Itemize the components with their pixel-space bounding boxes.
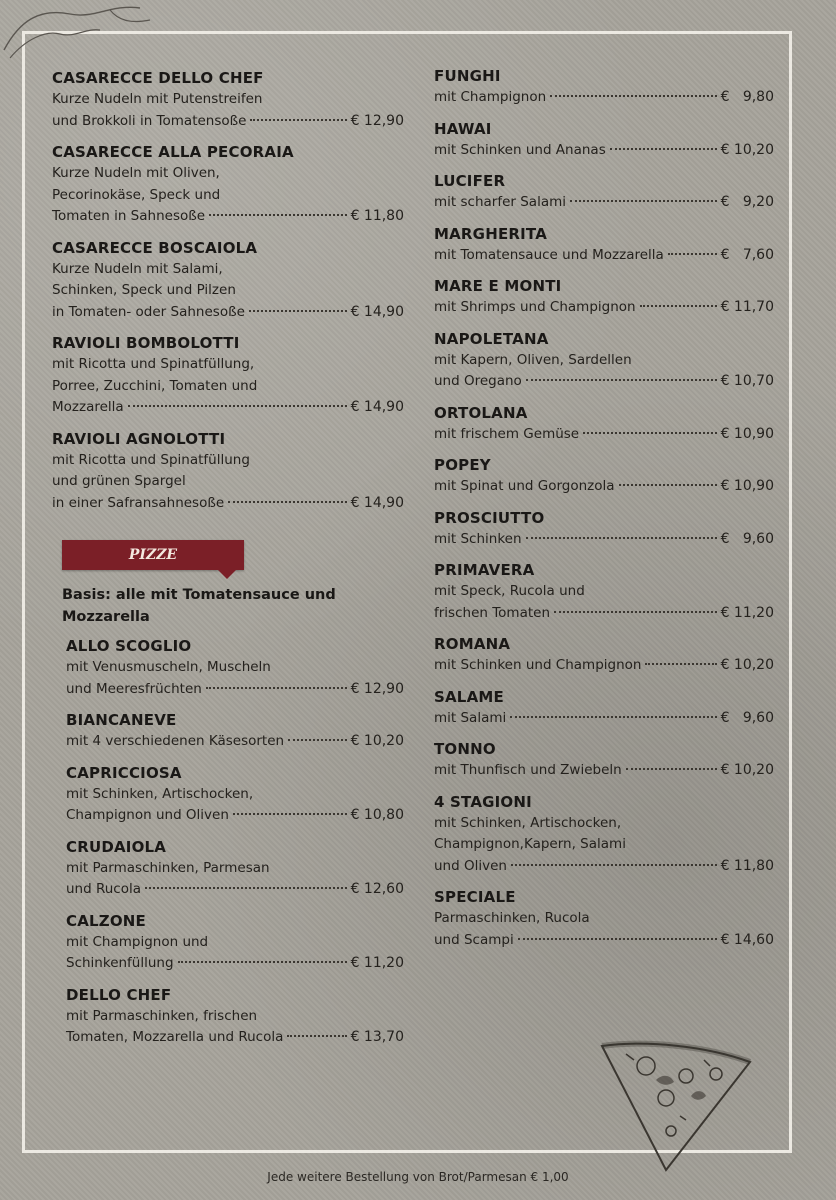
dot-leader xyxy=(554,611,717,613)
menu-item-description: Tomaten in Sahnesoße xyxy=(52,208,206,224)
menu-item xyxy=(434,508,774,551)
menu-item-name: 4 STAGIONI xyxy=(434,792,532,811)
dot-leader xyxy=(619,484,717,486)
menu-item xyxy=(434,66,774,109)
menu-item-price: € 10,90 xyxy=(720,425,774,442)
menu-item-price: € 9,60 xyxy=(720,709,774,726)
menu-item-description: Mozzarella xyxy=(52,399,124,415)
menu-item-name: TONNO xyxy=(434,740,496,758)
menu-item-description: in Tomaten- oder Sahnesoße xyxy=(52,303,245,320)
menu-item-description: mit Champignon und xyxy=(66,933,209,950)
menu-item xyxy=(52,68,404,132)
menu-item-description: mit Shrimps und Champignon xyxy=(434,299,636,315)
menu-item-name: ALLO SCOGLIO xyxy=(66,637,192,655)
menu-item xyxy=(52,333,404,419)
menu-item-price-line xyxy=(434,192,774,214)
menu-item-description: mit Kapern, Oliven, Sardellen xyxy=(434,351,632,368)
dot-leader xyxy=(610,148,717,150)
menu-item xyxy=(434,887,774,951)
menu-item xyxy=(434,739,774,782)
menu-item-price: € 7,60 xyxy=(720,246,774,263)
menu-item-name: CRUDAIOLA xyxy=(66,837,167,856)
left-column xyxy=(52,68,404,1059)
menu-item-description: mit Tomatensauce und Mozzarella xyxy=(434,246,664,263)
menu-item-description: Kurze Nudeln mit Oliven, xyxy=(52,165,220,181)
menu-item-name: ROMANA xyxy=(434,635,511,653)
menu-item-description: mit Thunfisch und Zwiebeln xyxy=(434,762,622,778)
menu-item-name: SALAME xyxy=(434,687,504,706)
menu-item-price: € 12,90 xyxy=(350,680,404,697)
pizze-banner: PIZZE xyxy=(62,540,244,570)
pasta-list xyxy=(52,68,404,514)
menu-item-price: € 14,90 xyxy=(350,494,404,511)
menu-item-name: LUCIFER xyxy=(434,172,506,190)
menu-item xyxy=(434,455,774,498)
menu-item-description: und Scampi xyxy=(434,931,514,948)
menu-item-price: € 11,70 xyxy=(720,299,774,315)
menu-item-price-line xyxy=(434,476,774,498)
menu-item-description: mit Spinat und Gorgonzola xyxy=(434,478,615,494)
menu-item-price: € 14,90 xyxy=(350,399,404,415)
dot-leader xyxy=(510,716,716,718)
menu-item-price: € 11,80 xyxy=(720,857,774,874)
menu-item-description: mit Schinken, Artischocken, xyxy=(434,814,622,831)
menu-item-description: und Oregano xyxy=(434,373,522,389)
menu-item-name: CASARECCE ALLA PECORAIA xyxy=(52,143,294,161)
menu-item-price-line xyxy=(66,879,404,901)
menu-item-price-line xyxy=(52,493,404,515)
menu-item-name: CASARECCE BOSCAIOLA xyxy=(52,238,258,257)
menu-item xyxy=(434,792,774,878)
dot-leader xyxy=(550,95,716,97)
menu-item-price: € 11,80 xyxy=(350,208,404,224)
menu-item-description: Porree, Zucchini, Tomaten und xyxy=(52,377,258,394)
menu-item-price-line xyxy=(434,603,774,625)
menu-item xyxy=(66,710,404,753)
menu-item-description: mit 4 verschiedenen Käsesorten xyxy=(66,733,285,749)
menu-item xyxy=(434,687,774,730)
menu-item-price: € 9,20 xyxy=(720,194,774,210)
menu-item-description: mit Schinken und Champignon xyxy=(434,657,642,673)
menu-item-price-line xyxy=(66,805,404,827)
menu-item xyxy=(66,636,404,700)
menu-item-description: Parmaschinken, Rucola xyxy=(434,910,590,926)
menu-item-name: CALZONE xyxy=(66,911,147,930)
menu-item-price: € 10,20 xyxy=(720,657,774,673)
menu-item xyxy=(434,224,774,267)
menu-item-price: € 12,90 xyxy=(350,112,404,129)
menu-item-description: mit Ricotta und Spinatfüllung xyxy=(52,451,250,468)
menu-item xyxy=(434,403,774,446)
dot-leader xyxy=(249,310,347,312)
menu-item xyxy=(434,329,774,393)
menu-item-description: mit Schinken, Artischocken, xyxy=(66,785,254,802)
menu-item xyxy=(52,142,404,228)
dot-leader xyxy=(640,305,717,307)
menu-item-description: mit Ricotta und Spinatfüllung, xyxy=(52,356,255,372)
menu-item-name: BIANCANEVE xyxy=(66,711,177,729)
menu-item-price: € 14,90 xyxy=(350,303,404,320)
menu-item-description: und Rucola xyxy=(66,881,142,897)
menu-item-description: mit scharfer Salami xyxy=(434,194,566,210)
dot-leader xyxy=(518,938,717,940)
menu-item-price-line xyxy=(434,245,774,267)
menu-item-price: € 10,20 xyxy=(350,733,404,749)
dot-leader xyxy=(645,663,716,665)
menu-item-price-line xyxy=(434,297,774,319)
menu-item-description: Champignon,Kapern, Salami xyxy=(434,836,626,852)
menu-item-name: MARGHERITA xyxy=(434,224,548,243)
dot-leader xyxy=(228,501,346,503)
menu-item-description: Tomaten, Mozzarella und Rucola xyxy=(66,1029,284,1045)
menu-item-name: SPECIALE xyxy=(434,888,516,906)
menu-item-description: Pecorinokäse, Speck und xyxy=(52,186,221,203)
menu-item-description: in einer Safransahnesoße xyxy=(52,494,225,511)
menu-item-price: € 10,20 xyxy=(720,141,774,158)
menu-item-description: Schinken, Speck und Pilzen xyxy=(52,282,236,298)
menu-item-price-line xyxy=(52,302,404,324)
pizze-section xyxy=(52,540,404,1049)
menu-item-price: € 11,20 xyxy=(720,604,774,621)
menu-item xyxy=(434,119,774,162)
dot-leader xyxy=(206,687,347,689)
menu-item-name: FUNGHI xyxy=(434,67,501,85)
menu-item-price: € 14,60 xyxy=(720,931,774,948)
dot-leader xyxy=(287,1035,346,1037)
menu-item-name: ORTOLANA xyxy=(434,403,528,422)
dot-leader xyxy=(178,961,347,963)
dot-leader xyxy=(583,432,716,434)
menu-item-name: HAWAI xyxy=(434,119,492,138)
menu-item xyxy=(66,763,404,827)
menu-item-price-line xyxy=(66,953,404,975)
dot-leader xyxy=(250,119,346,121)
pizze-list-left xyxy=(66,636,404,1049)
menu-item-price: € 9,80 xyxy=(720,89,774,105)
menu-item-price-line xyxy=(434,529,774,551)
menu-item-price: € 10,90 xyxy=(720,478,774,494)
menu-item xyxy=(66,837,404,901)
menu-item-price-line xyxy=(434,87,774,109)
menu-item-description: mit Schinken und Ananas xyxy=(434,141,606,158)
pizze-basis-note: Basis: alle mit Tomatensauce und Mozzarella xyxy=(62,587,336,625)
menu-item-name: DELLO CHEF xyxy=(66,985,172,1004)
menu-item-description: mit Venusmuscheln, Muscheln xyxy=(66,659,271,675)
menu-item-price-line xyxy=(434,140,774,162)
dot-leader xyxy=(668,253,717,255)
menu-item-description: mit Speck, Rucola und xyxy=(434,583,585,599)
menu-item-name: PROSCIUTTO xyxy=(434,508,545,527)
menu-item-price-line xyxy=(52,397,404,419)
menu-item xyxy=(434,560,774,624)
menu-item-name: MARE E MONTI xyxy=(434,277,562,295)
menu-item-price-line xyxy=(66,679,404,701)
menu-item-description: Schinkenfüllung xyxy=(66,955,174,971)
dot-leader xyxy=(626,768,717,770)
menu-item-name: PRIMAVERA xyxy=(434,561,535,579)
menu-item-price-line xyxy=(434,655,774,677)
menu-item-name: CAPRICCIOSA xyxy=(66,763,182,782)
dot-leader xyxy=(288,739,346,741)
pizze-list-right xyxy=(434,66,774,961)
menu-item-price-line xyxy=(434,930,774,952)
menu-item-price-line xyxy=(66,731,404,753)
dot-leader xyxy=(128,405,347,407)
menu-item-name: RAVIOLI BOMBOLOTTI xyxy=(52,334,240,352)
menu-item-description: frischen Tomaten xyxy=(434,604,551,621)
dot-leader xyxy=(511,864,717,866)
menu-item xyxy=(434,171,774,214)
menu-item-description: mit Champignon xyxy=(434,89,547,105)
dot-leader xyxy=(570,200,717,202)
pizza-slice-icon xyxy=(596,1036,756,1176)
menu-item-name: RAVIOLI AGNOLOTTI xyxy=(52,429,226,448)
menu-item-description: Kurze Nudeln mit Putenstreifen xyxy=(52,91,263,107)
menu-item-description: mit Parmaschinken, frischen xyxy=(66,1007,258,1024)
menu-item xyxy=(52,238,404,324)
dot-leader xyxy=(233,813,347,815)
menu-item-price-line xyxy=(434,708,774,730)
dot-leader xyxy=(145,887,347,889)
menu-item-price-line xyxy=(434,760,774,782)
menu-item-description: und Brokkoli in Tomatensoße xyxy=(52,112,247,129)
menu-item-price: € 10,80 xyxy=(350,807,404,823)
menu-item-description: Kurze Nudeln mit Salami, xyxy=(52,260,223,277)
menu-item-price-line xyxy=(52,206,404,228)
corner-flourish-icon xyxy=(0,0,160,60)
menu-item-price-line xyxy=(66,1027,404,1049)
menu-item-price: € 10,20 xyxy=(720,762,774,778)
menu-item-name: POPEY xyxy=(434,456,491,474)
menu-item xyxy=(66,985,404,1049)
menu-item-description: und grünen Spargel xyxy=(52,473,186,489)
menu-item-description: mit Parmaschinken, Parmesan xyxy=(66,859,270,876)
menu-item-name: CASARECCE DELLO CHEF xyxy=(52,69,264,87)
menu-item-price: € 9,60 xyxy=(720,530,774,547)
dot-leader xyxy=(526,379,717,381)
menu-item-description: mit Schinken xyxy=(434,530,522,547)
menu-item-price-line xyxy=(434,424,774,446)
menu-item-price: € 10,70 xyxy=(720,373,774,389)
menu-item-description: mit frischem Gemüse xyxy=(434,425,580,442)
menu-item-description: mit Salami xyxy=(434,709,507,726)
bread-parmesan-note: Jede weitere Bestellung von Brot/Parmesan € 1,00 xyxy=(267,1170,569,1184)
menu-item-description: und Meeresfrüchten xyxy=(66,680,202,697)
menu-item-price: € 12,60 xyxy=(350,881,404,897)
menu-item-price: € 11,20 xyxy=(350,955,404,971)
dot-leader xyxy=(209,214,347,216)
menu-item xyxy=(434,634,774,677)
menu-item-description: und Oliven xyxy=(434,857,507,874)
menu-item-price-line xyxy=(434,371,774,393)
menu-item xyxy=(52,429,404,515)
dot-leader xyxy=(526,537,717,539)
menu-item-price-line xyxy=(434,856,774,878)
menu-item-price-line xyxy=(52,111,404,133)
menu-item xyxy=(434,276,774,319)
menu-item-description: Champignon und Oliven xyxy=(66,807,229,823)
menu-item-name: NAPOLETANA xyxy=(434,329,549,348)
menu-item-price: € 13,70 xyxy=(350,1029,404,1045)
menu-item xyxy=(66,911,404,975)
